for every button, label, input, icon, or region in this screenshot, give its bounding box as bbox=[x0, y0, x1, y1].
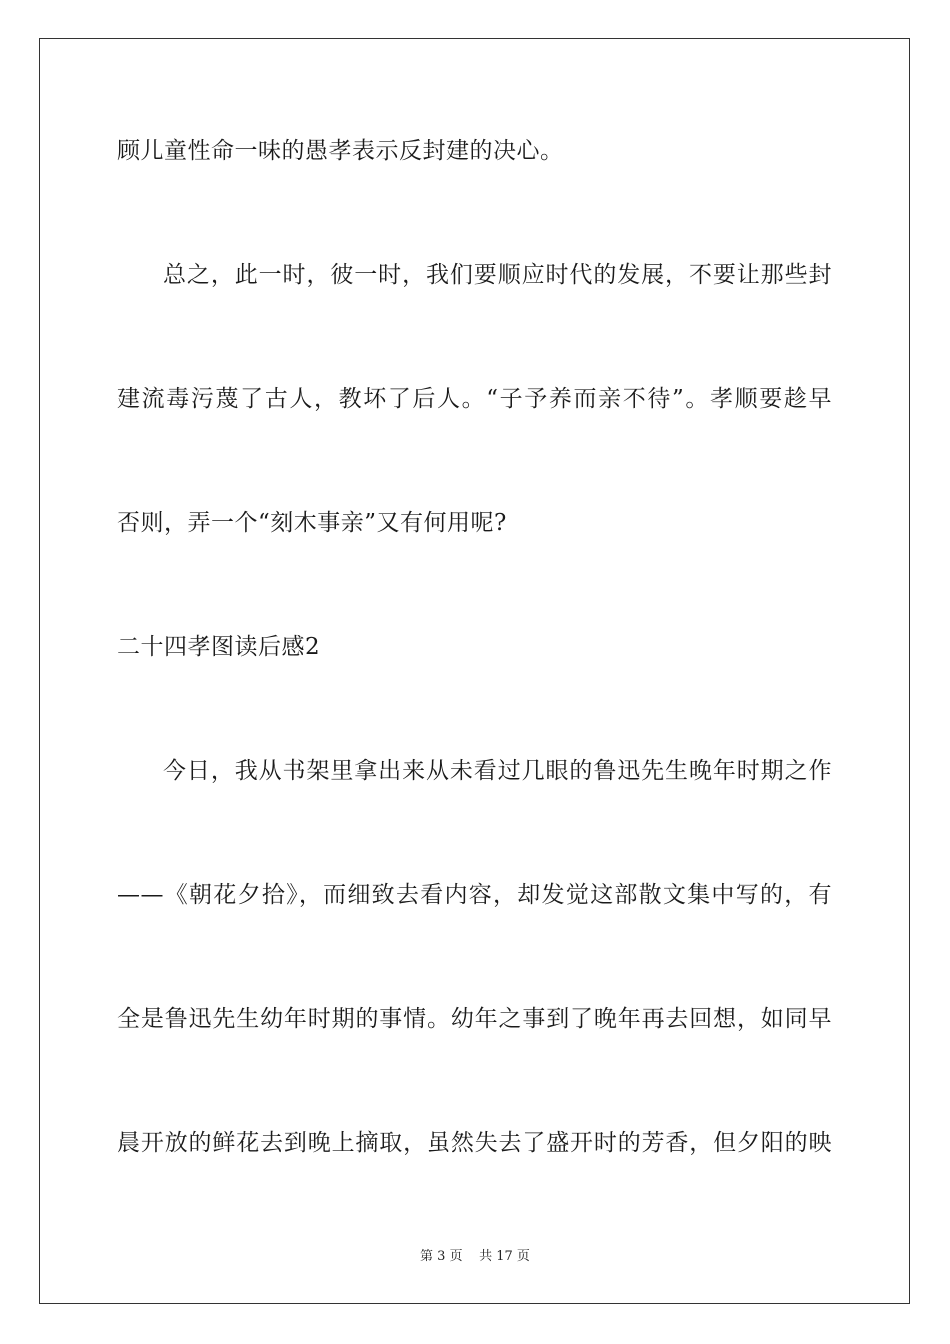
page-border bbox=[39, 38, 910, 1304]
total-pages: 共 17 页 bbox=[479, 1249, 530, 1264]
paragraph-line-6: ——《朝花夕拾》，而细致去看内容，却发觉这部散文集中写的，有 bbox=[117, 882, 832, 908]
section-heading: 二十四孝图读后感2 bbox=[117, 634, 321, 660]
paragraph-line-1: 顾儿童性命一味的愚孝表示反封建的决心。 bbox=[117, 138, 564, 164]
paragraph-line-8: 晨开放的鲜花去到晚上摘取，虽然失去了盛开时的芳香，但夕阳的映 bbox=[117, 1130, 832, 1156]
page-footer bbox=[0, 1248, 950, 1266]
paragraph-line-4: 否则，弄一个“刻木事亲”又有何用呢? bbox=[117, 510, 507, 536]
paragraph-line-3: 建流毒污蔑了古人，教坏了后人。“子予养而亲不待”。孝顺要趁早 bbox=[117, 386, 832, 412]
paragraph-line-7: 全是鲁迅先生幼年时期的事情。幼年之事到了晚年再去回想，如同早 bbox=[117, 1006, 832, 1032]
paragraph-line-5: 今日，我从书架里拿出来从未看过几眼的鲁迅先生晚年时期之作 bbox=[163, 758, 832, 784]
page-number: 第 3 页 bbox=[420, 1249, 463, 1264]
paragraph-line-2: 总之，此一时，彼一时，我们要顺应时代的发展，不要让那些封 bbox=[163, 262, 832, 288]
